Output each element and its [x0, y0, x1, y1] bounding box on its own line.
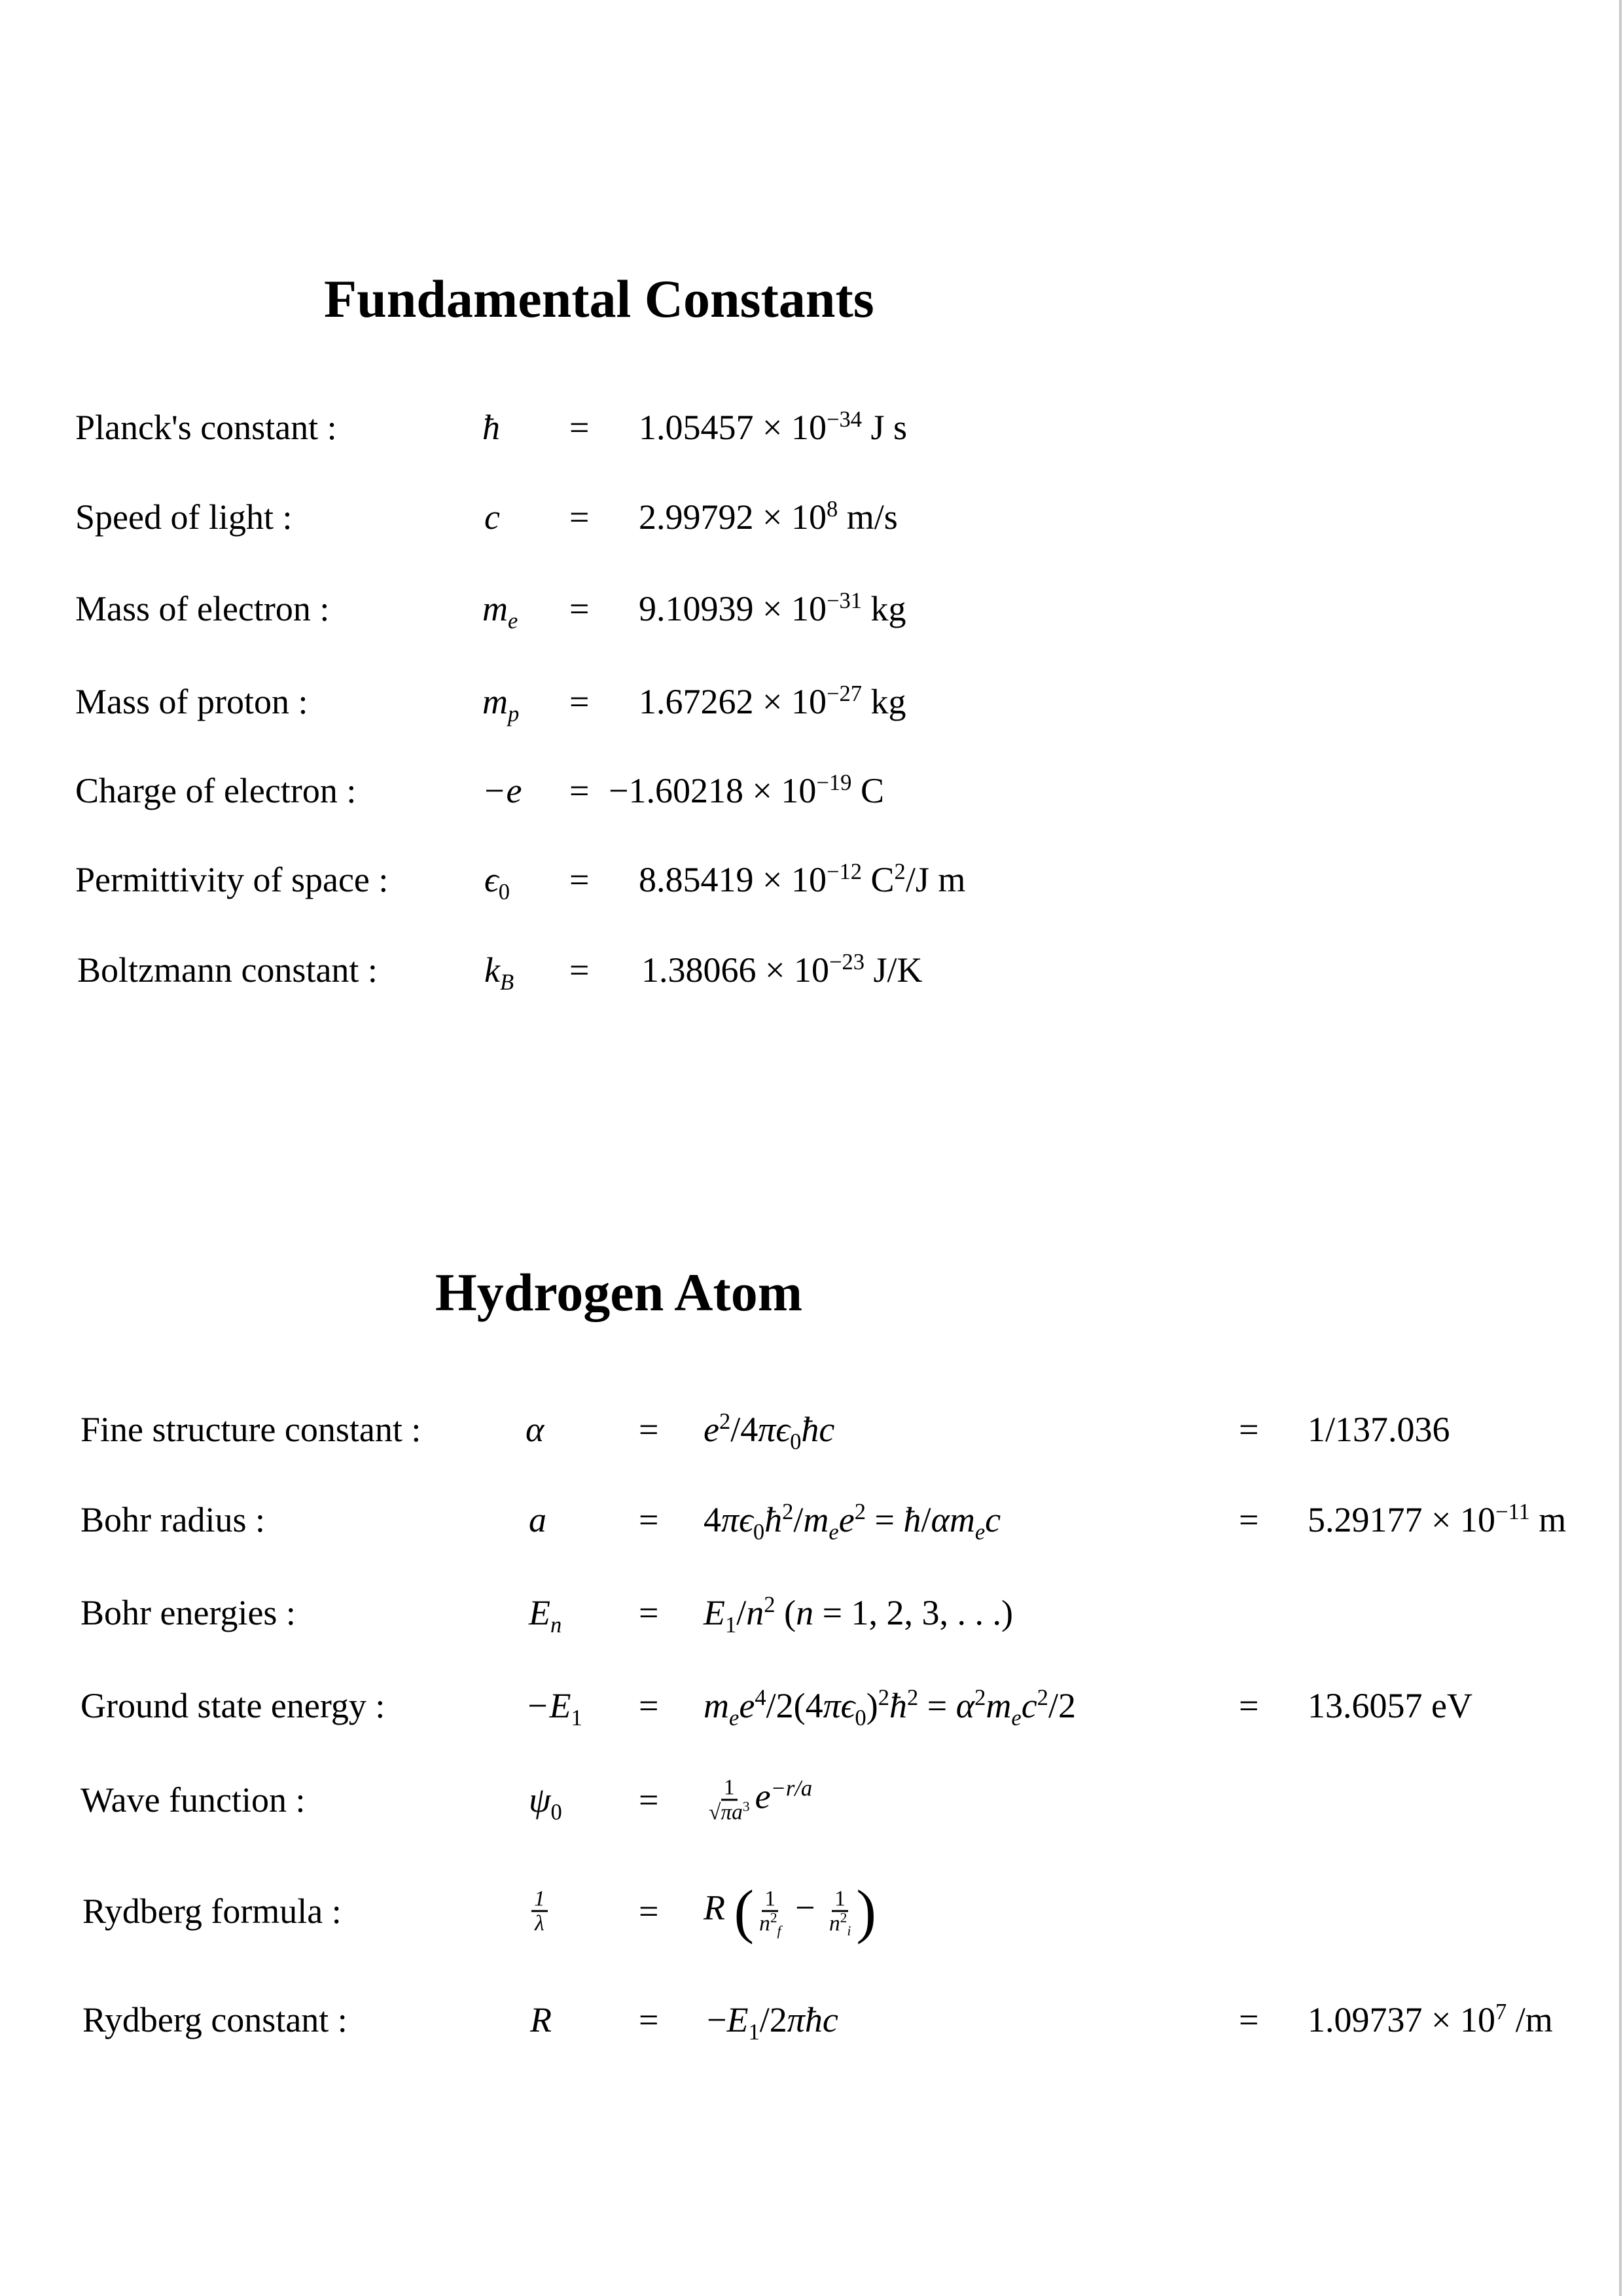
constant-row-permittivity	[0, 847, 1616, 912]
equals-sign: =	[569, 682, 590, 721]
constant-value: $2.99792 \times 10^8$ m/s	[639, 497, 898, 537]
equals-sign-result: =	[1239, 1686, 1259, 1725]
hydrogen-expression: $m_ee^4/2(4\pi\epsilon_0)^2ħ^2 = \alpha^2m_ec^2/2$	[704, 1685, 1076, 1731]
hydrogen-symbol: R	[530, 2000, 552, 2039]
hydrogen-label: Fine structure constant :	[80, 1410, 421, 1449]
equals-sign: =	[569, 408, 590, 447]
hydrogen-row-bohr-radius	[0, 1487, 1616, 1552]
page-right-edge	[1619, 0, 1622, 2296]
equals-sign: =	[639, 1500, 659, 1539]
hydrogen-symbol: a	[529, 1500, 546, 1539]
constant-value: $1.38066 \times 10^{-23}$ J/K	[641, 950, 923, 990]
constant-symbol: −e	[482, 771, 522, 810]
hydrogen-row-rydberg-constant	[0, 1987, 1616, 2053]
constant-value: $9.10939 \times 10^{-31}$ kg	[639, 588, 906, 628]
equals-sign: =	[569, 950, 590, 990]
hydrogen-label: Wave function :	[80, 1780, 306, 1820]
hydrogen-expression: $E_1/n^2$ (n = 1, 2, 3, . . .)	[704, 1592, 1013, 1638]
equals-sign: =	[639, 2000, 659, 2039]
hydrogen-symbol: α	[526, 1410, 544, 1449]
constant-label: Mass of electron :	[75, 589, 330, 628]
hydrogen-expression: $\frac{1}{√\pi a^3}$ $e^{-r/a}$	[709, 1775, 813, 1825]
equals-sign: =	[639, 1686, 659, 1725]
constant-symbol: $\epsilon_0$	[484, 860, 510, 905]
constant-symbol: ħ	[482, 408, 500, 447]
hydrogen-expression: $e^2/4\pi\epsilon_0ħc$	[704, 1409, 835, 1454]
hydrogen-symbol: $-E_1$	[526, 1686, 582, 1731]
equals-sign-result: =	[1239, 1410, 1259, 1449]
hydrogen-symbol: $E_n$	[529, 1593, 562, 1638]
constant-row-boltzmann	[0, 937, 1616, 1003]
equals-sign: =	[639, 1410, 659, 1449]
equals-sign: =	[569, 497, 590, 537]
hydrogen-row-rydberg-formula	[0, 1878, 1616, 1944]
constant-label: Planck's constant :	[75, 408, 337, 447]
constant-symbol: c	[484, 497, 500, 537]
equals-sign: =	[569, 771, 590, 810]
constant-label: Mass of proton :	[75, 682, 308, 721]
equals-sign-result: =	[1239, 1500, 1259, 1539]
hydrogen-label: Rydberg constant :	[82, 2000, 348, 2039]
equals-sign: =	[569, 860, 590, 899]
constant-label: Speed of light :	[75, 497, 293, 537]
constant-symbol: $m_p$	[482, 682, 520, 726]
hydrogen-expression: $-E_1/2\pi ħc$	[707, 2000, 838, 2045]
hydrogen-label: Rydberg formula :	[82, 1892, 342, 1931]
equals-sign: =	[639, 1892, 659, 1931]
constant-label: Permittivity of space :	[75, 860, 389, 899]
equals-sign-result: =	[1239, 2000, 1259, 2039]
constant-symbol: $m_e$	[482, 589, 518, 634]
hydrogen-symbol: $\psi_0$	[529, 1780, 562, 1825]
constant-label: Charge of electron :	[75, 771, 357, 810]
hydrogen-label: Bohr energies :	[80, 1593, 296, 1632]
constant-row-planck	[0, 395, 1616, 460]
hydrogen-label: Bohr radius :	[80, 1500, 265, 1539]
hydrogen-row-wave-function	[0, 1767, 1616, 1833]
constant-value: $8.85419 \times 10^{-12}$ $C^2/J$ m	[639, 859, 966, 899]
fundamental-constants-title: Fundamental Constants	[324, 269, 874, 329]
hydrogen-row-bohr-energies	[0, 1580, 1616, 1645]
hydrogen-result: $1.09737 \times 10^7$ /m	[1308, 2000, 1553, 2039]
hydrogen-label: Ground state energy :	[80, 1686, 385, 1725]
hydrogen-result: 13.6057 eV	[1308, 1686, 1472, 1725]
constant-value: $1.67262 \times 10^{-27}$ kg	[639, 681, 906, 721]
hydrogen-symbol: $\frac{1}{\lambda}$	[529, 1887, 550, 1935]
constant-row-mass-electron	[0, 576, 1616, 641]
hydrogen-row-ground-state	[0, 1673, 1616, 1738]
constant-row-charge-electron	[0, 758, 1616, 823]
hydrogen-result: 1/137.036	[1308, 1410, 1450, 1449]
hydrogen-expression: $4\pi\epsilon_0ħ^2/m_ee^2$ = $ħ/\alpha m_ec$	[704, 1499, 1001, 1545]
constant-label: Boltzmann constant :	[77, 950, 378, 990]
constant-value: $-1.60218 \times 10^{-19}$ C	[609, 770, 884, 810]
constant-row-speed-of-light	[0, 484, 1616, 550]
constant-row-mass-proton	[0, 669, 1616, 734]
equals-sign: =	[639, 1780, 659, 1820]
hydrogen-atom-title: Hydrogen Atom	[435, 1263, 803, 1322]
constant-symbol: $k_B$	[484, 950, 514, 995]
equals-sign: =	[639, 1593, 659, 1632]
hydrogen-expression: R ( $\frac{1}{n^2_f}$ − $\frac{1}{n^2_i}$ )	[704, 1878, 876, 1945]
constant-value: $1.05457 \times 10^{-34}$ J s	[639, 407, 908, 447]
hydrogen-result: $5.29177 \times 10^{-11}$ m	[1308, 1499, 1567, 1539]
equals-sign: =	[569, 589, 590, 628]
hydrogen-row-fine-structure	[0, 1397, 1616, 1462]
